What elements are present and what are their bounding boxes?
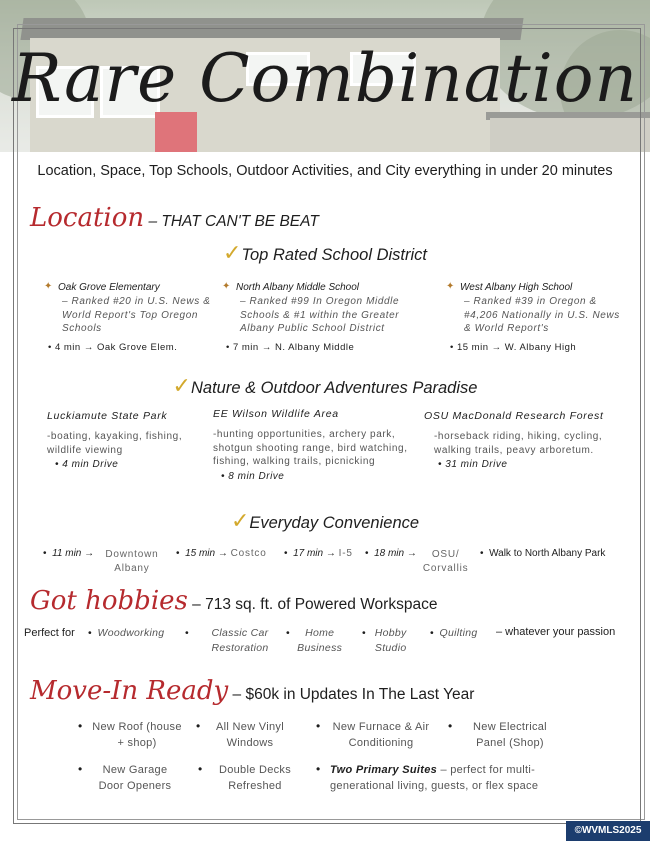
school-drive: • 7 min → N. Albany Middle xyxy=(226,341,355,353)
school-rank: – Ranked #39 in Oregon & #4,206 Nationally in U.S. News & World Report's xyxy=(464,296,620,334)
hobbies-tagline: – 713 sq. ft. of Powered Workspace xyxy=(187,596,438,613)
outdoor-place: Luckiamute State Park -boating, kayaking, fishing, wildlife viewing • 4 min Drive xyxy=(47,410,183,470)
star-icon: ✦ xyxy=(222,281,231,292)
convenience-item: • 15 min → Costco xyxy=(176,548,267,559)
school-rank: – Ranked #20 in U.S. News & World Report's Top Oregon Schools xyxy=(62,296,211,334)
school-drive: • 4 min → Oak Grove Elem. xyxy=(48,341,178,353)
update-item: • New Garage Door Openers xyxy=(78,762,172,792)
school-card: ✦ Oak Grove Elementary – Ranked #20 in U.S. News & World Report's Top Oregon Schools • 4 min → Oak Grove Elem. xyxy=(44,282,214,353)
hobby-item: • Home Business xyxy=(286,627,343,654)
hobbies-suffix: – whatever your passion xyxy=(496,626,616,638)
school-card: ✦ West Albany High School – Ranked #39 in Oregon & #4,206 Nationally in U.S. News & World Report's • 15 min → W. Albany High xyxy=(446,282,626,353)
update-item: • New Roof (house + shop) xyxy=(78,719,182,749)
hobby-item: • Quilting xyxy=(430,627,478,639)
hobbies-heading xyxy=(30,586,437,616)
hobbies-prefix: Perfect for xyxy=(24,627,75,639)
hobby-item: • Classic Car Restoration xyxy=(185,627,269,654)
checkmark-icon: ✓ xyxy=(223,240,242,265)
mls-watermark: ©WVMLS2025 xyxy=(566,821,650,841)
location-heading xyxy=(30,203,319,233)
location-script: Location xyxy=(30,203,145,233)
update-item: • New Furnace & Air Conditioning xyxy=(316,719,430,749)
outdoor-place: OSU MacDonald Research Forest -horseback riding, hiking, cycling, walking trails, peavy arboretum. • 31 min Drive xyxy=(424,410,604,470)
page-subtitle: Location, Space, Top Schools, Outdoor Activities, and City everything in under 20 minutes xyxy=(37,163,613,179)
school-rank: – Ranked #99 In Oregon Middle Schools & #1 within the Greater Albany Public School District xyxy=(240,296,400,334)
convenience-item: • Walk to North Albany Park xyxy=(480,548,606,559)
checkmark-icon: ✓ xyxy=(172,373,191,398)
convenience-item: • 18 min → OSU/ Corvallis xyxy=(365,548,469,574)
convenience-heading: ✓Everyday Convenience xyxy=(230,508,420,533)
update-item: • New Electrical Panel (Shop) xyxy=(448,719,547,749)
updates-tagline: – $60k in Updates In The Last Year xyxy=(228,686,475,703)
update-item: • All New Vinyl Windows xyxy=(196,719,284,749)
hobby-item: • Woodworking xyxy=(88,627,165,639)
star-icon: ✦ xyxy=(446,281,455,292)
school-card: ✦ North Albany Middle School – Ranked #99 In Oregon Middle Schools & #1 within the Greater Albany Public School District • 7 min → N. Albany Middle xyxy=(222,282,432,353)
checkmark-icon: ✓ xyxy=(230,508,250,533)
school-drive: • 15 min → W. Albany High xyxy=(450,341,577,353)
convenience-item: • 11 min → Downtown Albany xyxy=(43,548,159,574)
updates-heading xyxy=(30,676,474,706)
update-item-primary-suites: • Two Primary Suites – perfect for multi-generational living, guests, or flex space xyxy=(316,762,539,792)
update-item: • Double Decks Refreshed xyxy=(198,762,292,792)
outdoor-place: EE Wilson Wildlife Area -hunting opportunities, archery park, shotgun shooting range, bird watching, fishing, walking trails, picnicking • 8 min Drive xyxy=(213,408,408,482)
page-title: Rare Combination xyxy=(11,40,639,117)
star-icon: ✦ xyxy=(44,281,53,292)
updates-script: Move-In Ready xyxy=(30,676,229,706)
convenience-item: • 17 min → I-5 xyxy=(284,548,353,559)
schools-heading: ✓Top Rated School District xyxy=(223,240,427,265)
outdoor-heading: ✓Nature & Outdoor Adventures Paradise xyxy=(172,373,478,398)
hobby-item: • Hobby Studio xyxy=(362,627,407,654)
location-tagline: – THAT CAN'T BE BEAT xyxy=(144,213,319,230)
hobbies-script: Got hobbies xyxy=(30,586,188,616)
